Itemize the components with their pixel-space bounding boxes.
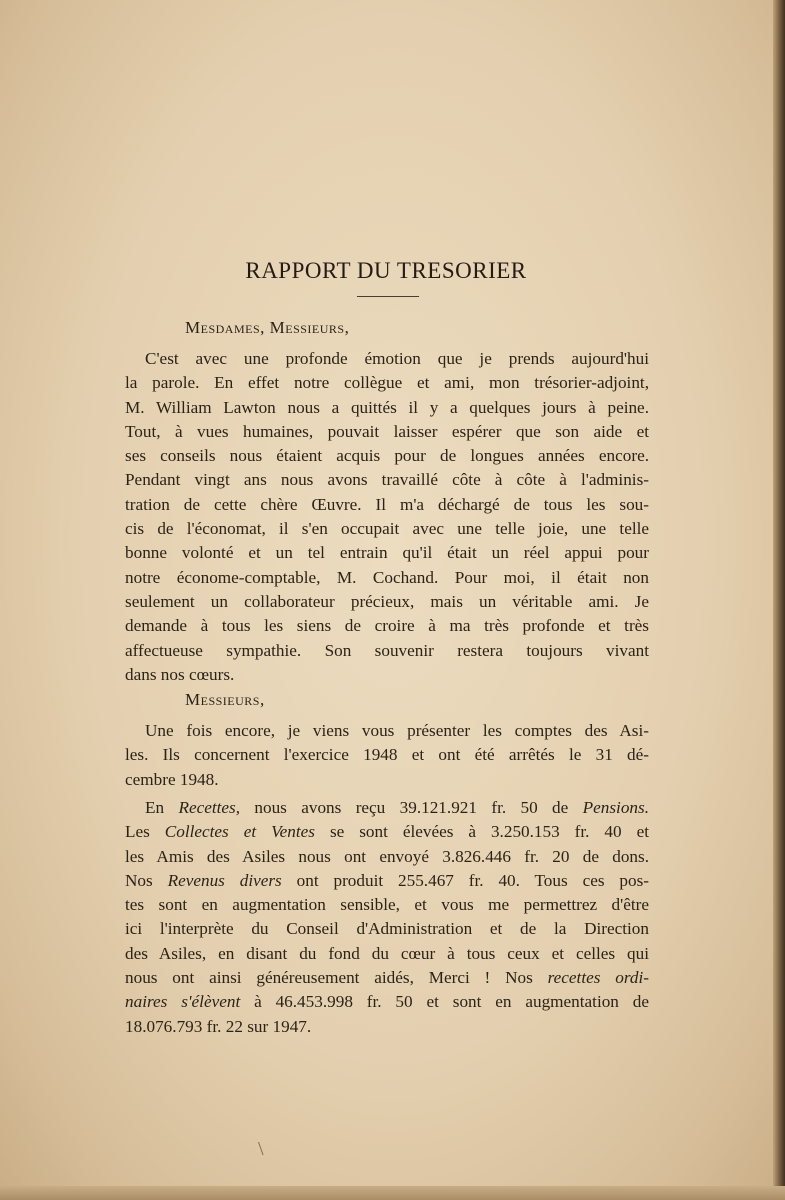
paragraph-accounts-intro <box>125 719 649 792</box>
text-line: seulement un collaborateur précieux, mais un véritable ami. Je <box>125 591 649 611</box>
page-bottom-edge <box>0 1186 785 1200</box>
text-line <box>125 917 649 941</box>
text-segment: Les <box>125 822 165 842</box>
italic-term: Revenus divers <box>167 870 282 890</box>
text-segment: En <box>145 798 179 817</box>
text-segment: tes sont en augmentation sensible, et vous me permettrez d'être <box>125 895 649 915</box>
italic-term: Recettes, <box>178 798 241 817</box>
text-line <box>125 796 649 820</box>
text-line: dans nos cœurs. <box>125 664 235 684</box>
stray-ink-mark: \ <box>258 1138 264 1160</box>
text-line: M. William Lawton nous a quittés il y a quelques jours à peine. <box>125 397 649 417</box>
salutation-messieurs: Messieurs, <box>185 690 265 709</box>
text-segment: nous ont ainsi généreusement aidés, Merci ! Nos <box>125 968 548 988</box>
page-title: RAPPORT DU TRESORIER <box>245 258 527 283</box>
text-segment: nous avons reçu 39.121.921 fr. 50 de <box>240 798 583 817</box>
text-line: Pendant vingt ans nous avons travaillé côte à côte à l'adminis- <box>125 470 649 490</box>
text-line <box>125 820 649 844</box>
text-segment: Nos <box>125 870 168 890</box>
text-line <box>125 942 649 966</box>
text-line <box>125 893 649 917</box>
text-line: Une fois encore, je viens vous présenter les comptes des Asi- <box>145 721 649 740</box>
text-line: notre économe-comptable, M. Cochand. Pour moi, il était non <box>125 567 649 587</box>
italic-term: naires s'élèvent <box>125 992 241 1012</box>
text-line: ses conseils nous étaient acquis pour de longues années encore. <box>125 446 649 466</box>
page-edge-shadow <box>773 0 785 1200</box>
title-rule <box>357 296 419 297</box>
text-line <box>125 966 649 990</box>
text-line: C'est avec une profonde émotion que je prends aujourd'hui <box>145 349 649 368</box>
text-line: tration de cette chère Œuvre. Il m'a déchargé de tous les sou- <box>125 494 649 514</box>
italic-term: recettes ordi- <box>547 968 649 988</box>
text-segment: à 46.453.998 fr. 50 et sont en augmentation de <box>240 992 649 1012</box>
text-line: les. Ils concernent l'exercice 1948 et ont été arrêtés le 31 dé- <box>125 745 649 765</box>
italic-term: Pensions. <box>582 798 649 817</box>
text-line: affectueuse sympathie. Son souvenir restera toujours vivant <box>125 640 649 660</box>
text-segment: des Asiles, en disant du fond du cœur à tous ceux et celles qui <box>125 943 649 963</box>
paragraph-tribute <box>125 347 649 687</box>
salutation-mesdames-messieurs: Mesdames, Messieurs, <box>185 318 350 337</box>
italic-term: Collectes et Ventes <box>164 822 315 842</box>
text-line: bonne volonté et un tel entrain qu'il était un réel appui pour <box>125 543 649 563</box>
text-segment: se sont élevées à 3.250.153 fr. 40 et <box>314 822 649 842</box>
text-line <box>125 990 649 1014</box>
text-segment: les Amis des Asiles nous ont envoyé 3.826.446 fr. 20 de dons. <box>125 846 649 866</box>
text-line: cis de l'économat, il s'en occupait avec une telle joie, une telle <box>125 519 649 539</box>
paragraph-receipts <box>125 796 649 1039</box>
text-segment: ont produit 255.467 fr. 40. Tous ces pos- <box>281 870 649 890</box>
text-line: la parole. En effet notre collègue et ami, mon trésorier-adjoint, <box>125 373 649 393</box>
text-segment: ici l'interprète du Conseil d'Administration et de la Direction <box>125 919 649 939</box>
text-segment: 18.076.793 fr. 22 sur 1947. <box>125 1016 312 1036</box>
text-line <box>125 845 649 869</box>
text-line: Tout, à vues humaines, pouvait laisser espérer que son aide et <box>125 421 649 441</box>
text-line <box>125 1015 649 1039</box>
text-line: demande à tous les siens de croire à ma très profonde et très <box>125 616 649 636</box>
text-line: cembre 1948. <box>125 769 219 789</box>
text-line <box>125 869 649 893</box>
